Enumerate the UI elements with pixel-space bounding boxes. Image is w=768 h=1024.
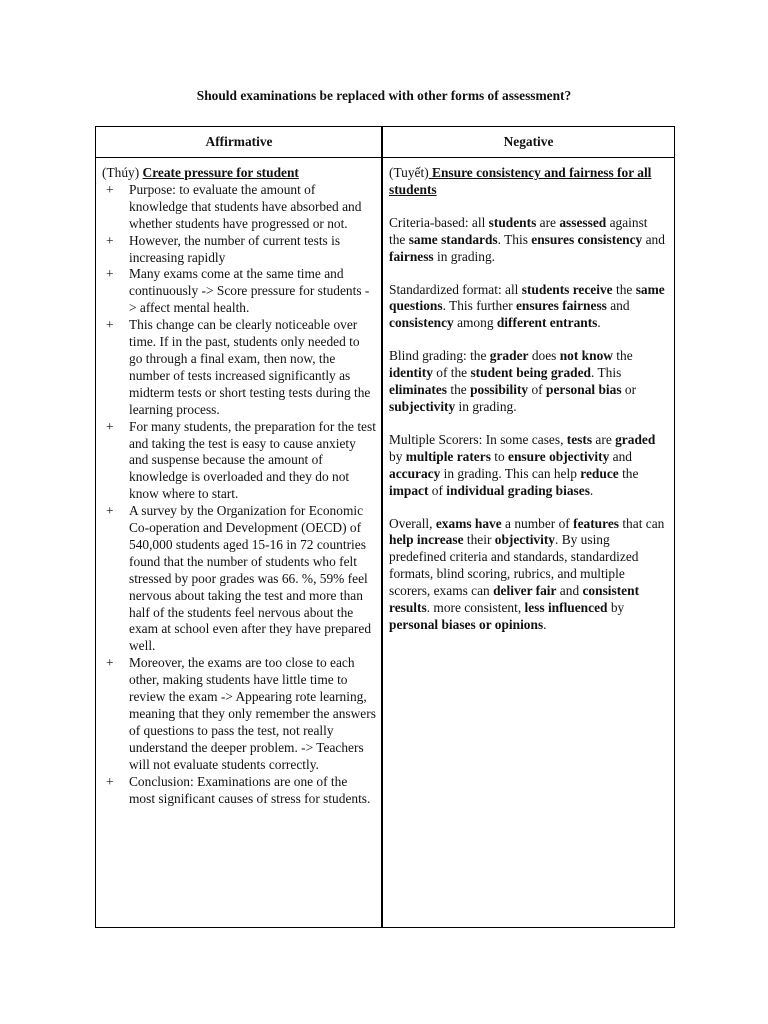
- text-run: are: [592, 431, 616, 447]
- bold-run: reduce: [580, 465, 619, 481]
- affirmative-item-text: A survey by the Organization for Economic Co-operation and Development (OECD) of 540,000 students aged 15-16 in 72 countries found that the number of students who felt stressed by poor grades was 66. %, 59% feel nervous about taking the test and more than half of the students feel nervous about the exam at school even after they have prepared well.: [129, 503, 372, 654]
- plus-bullet-icon: +: [106, 317, 114, 333]
- text-run: or: [621, 382, 637, 398]
- text-run: by: [389, 448, 406, 464]
- bold-run: impact: [389, 482, 429, 498]
- bold-run: help increase: [389, 532, 464, 548]
- text-run: . By using predefined criteria and standards, standardized formats, blind scoring, rubrics, and multiple scorers, exams can: [389, 532, 639, 599]
- text-run: .: [543, 616, 547, 632]
- affirmative-heading: [102, 165, 376, 182]
- negative-column: [389, 165, 665, 650]
- text-run: Multiple Scorers: In some cases,: [389, 431, 567, 447]
- affirmative-item-text: However, the number of current tests is increasing rapidly: [129, 232, 341, 265]
- bold-run: less influenced: [524, 600, 608, 616]
- text-run: . more consistent,: [426, 600, 525, 616]
- affirmative-item: [102, 774, 376, 808]
- text-run: of: [428, 482, 447, 498]
- negative-paragraph: [389, 516, 665, 634]
- negative-heading-text: Ensure consistency and fairness for all students: [389, 165, 652, 197]
- affirmative-heading-text: Create pressure for student: [142, 165, 299, 180]
- text-run: in grading.: [455, 398, 517, 414]
- negative-paragraph: [389, 432, 665, 500]
- text-run: the: [612, 281, 636, 297]
- text-run: and: [606, 298, 630, 314]
- bold-run: ensures fairness: [515, 298, 607, 314]
- text-run: does: [528, 348, 560, 364]
- bold-run: features: [573, 515, 619, 531]
- affirmative-item: [102, 655, 376, 773]
- text-run: are: [536, 214, 560, 230]
- text-run: of: [528, 382, 546, 398]
- bold-run: deliver fair: [493, 583, 557, 599]
- plus-bullet-icon: +: [106, 181, 114, 197]
- text-run: and: [609, 448, 632, 464]
- bold-run: subjectivity: [389, 398, 456, 414]
- bold-run: same standards: [408, 231, 498, 247]
- bold-run: possibility: [470, 382, 529, 398]
- text-run: against the: [389, 214, 648, 247]
- text-run: . This further: [442, 298, 516, 314]
- bold-run: different entrants: [496, 315, 598, 331]
- bold-run: accuracy: [389, 465, 441, 481]
- plus-bullet-icon: +: [106, 773, 114, 789]
- bold-run: eliminates: [389, 382, 448, 398]
- affirmative-list: [102, 182, 376, 808]
- text-run: by: [607, 600, 625, 616]
- affirmative-item: [102, 419, 376, 504]
- affirmative-item-text: Moreover, the exams are too close to each other, making students have little time to review the exam -> Appearing rote learning, meaning that they only remember the answers of questions to pass the test, not really understand the deeper problem. -> Teachers will not evaluate students correctly.: [129, 655, 376, 772]
- bold-run: personal biases or opinions: [389, 616, 544, 632]
- affirmative-item-text: This change can be clearly noticeable over time. If in the past, students only needed to go through a final exam, then now, the number of tests increased significantly as midterm tests or short testing tests during the learning process.: [129, 317, 371, 417]
- affirmative-item: [102, 266, 376, 317]
- affirmative-speaker: (Thúy): [102, 165, 140, 180]
- plus-bullet-icon: +: [106, 232, 114, 248]
- bold-run: personal bias: [546, 382, 622, 398]
- text-run: the: [447, 382, 471, 398]
- text-run: .: [589, 482, 594, 498]
- text-run: and: [642, 231, 665, 247]
- plus-bullet-icon: +: [106, 655, 114, 671]
- affirmative-item: [102, 503, 376, 655]
- bold-run: same questions: [389, 281, 665, 314]
- bold-run: students receive: [521, 281, 613, 297]
- bold-run: exams have: [435, 515, 502, 531]
- bold-run: ensure objectivity: [508, 448, 610, 464]
- text-run: Blind grading: the: [389, 348, 490, 364]
- text-run: Overall,: [389, 515, 436, 531]
- bold-run: student being graded: [470, 365, 592, 381]
- bold-run: students: [488, 214, 537, 230]
- text-run: in grading. This can help: [440, 465, 581, 481]
- text-run: the: [618, 465, 639, 481]
- text-run: . This: [591, 365, 622, 381]
- affirmative-item-text: Many exams come at the same time and continuously -> Score pressure for students -> affect mental health.: [129, 266, 370, 316]
- bold-run: not know: [559, 348, 613, 364]
- text-run: that can: [618, 515, 665, 531]
- bold-run: graded: [615, 431, 656, 447]
- text-run: .: [597, 315, 601, 331]
- header-divider: [96, 157, 674, 158]
- affirmative-item-text: Conclusion: Examinations are one of the most significant causes of stress for students.: [129, 773, 371, 806]
- negative-paragraph: [389, 348, 665, 416]
- affirmative-item-text: Purpose: to evaluate the amount of knowledge that students have absorbed and whether students have progressed or not.: [129, 181, 362, 231]
- text-run: . This: [497, 231, 532, 247]
- affirmative-item-text: For many students, the preparation for the test and taking the test is easy to cause anxiety and suspense because the amount of knowledge is overloaded and they do not know where to start.: [129, 418, 376, 502]
- negative-heading: [389, 165, 665, 199]
- bold-run: consistent results: [389, 583, 640, 616]
- text-run: and: [556, 583, 583, 599]
- affirmative-item: [102, 233, 376, 267]
- bold-run: ensures consistency: [531, 231, 643, 247]
- text-run: in grading.: [433, 248, 496, 264]
- column-divider: [381, 127, 383, 927]
- affirmative-item: [102, 317, 376, 418]
- text-run: of the: [432, 365, 471, 381]
- bold-run: fairness: [389, 248, 434, 264]
- text-run: their: [463, 532, 495, 548]
- text-run: to: [490, 448, 509, 464]
- text-run: among: [453, 315, 497, 331]
- plus-bullet-icon: +: [106, 503, 114, 519]
- debate-table: [95, 126, 675, 928]
- negative-paragraphs: [389, 215, 665, 634]
- bold-run: individual grading biases: [446, 482, 590, 498]
- bold-run: grader: [489, 348, 529, 364]
- negative-header: Negative: [503, 134, 554, 149]
- negative-paragraph: [389, 215, 665, 266]
- text-run: the: [612, 348, 633, 364]
- plus-bullet-icon: +: [106, 418, 114, 434]
- text-run: Criteria-based: all: [389, 214, 489, 230]
- text-run: Standardized format: all: [389, 281, 522, 297]
- bold-run: objectivity: [494, 532, 555, 548]
- bold-run: identity: [389, 365, 433, 381]
- document-title: Should examinations be replaced with other forms of assessment?: [196, 88, 572, 103]
- plus-bullet-icon: +: [106, 266, 114, 282]
- negative-paragraph: [389, 282, 665, 333]
- bold-run: tests: [566, 431, 593, 447]
- negative-speaker: (Tuyết): [389, 165, 429, 180]
- affirmative-column: [102, 165, 376, 807]
- affirmative-header: Affirmative: [205, 134, 273, 149]
- text-run: a number of: [501, 515, 574, 531]
- affirmative-item: [102, 182, 376, 233]
- bold-run: assessed: [559, 214, 607, 230]
- bold-run: consistency: [389, 315, 454, 331]
- bold-run: multiple raters: [405, 448, 491, 464]
